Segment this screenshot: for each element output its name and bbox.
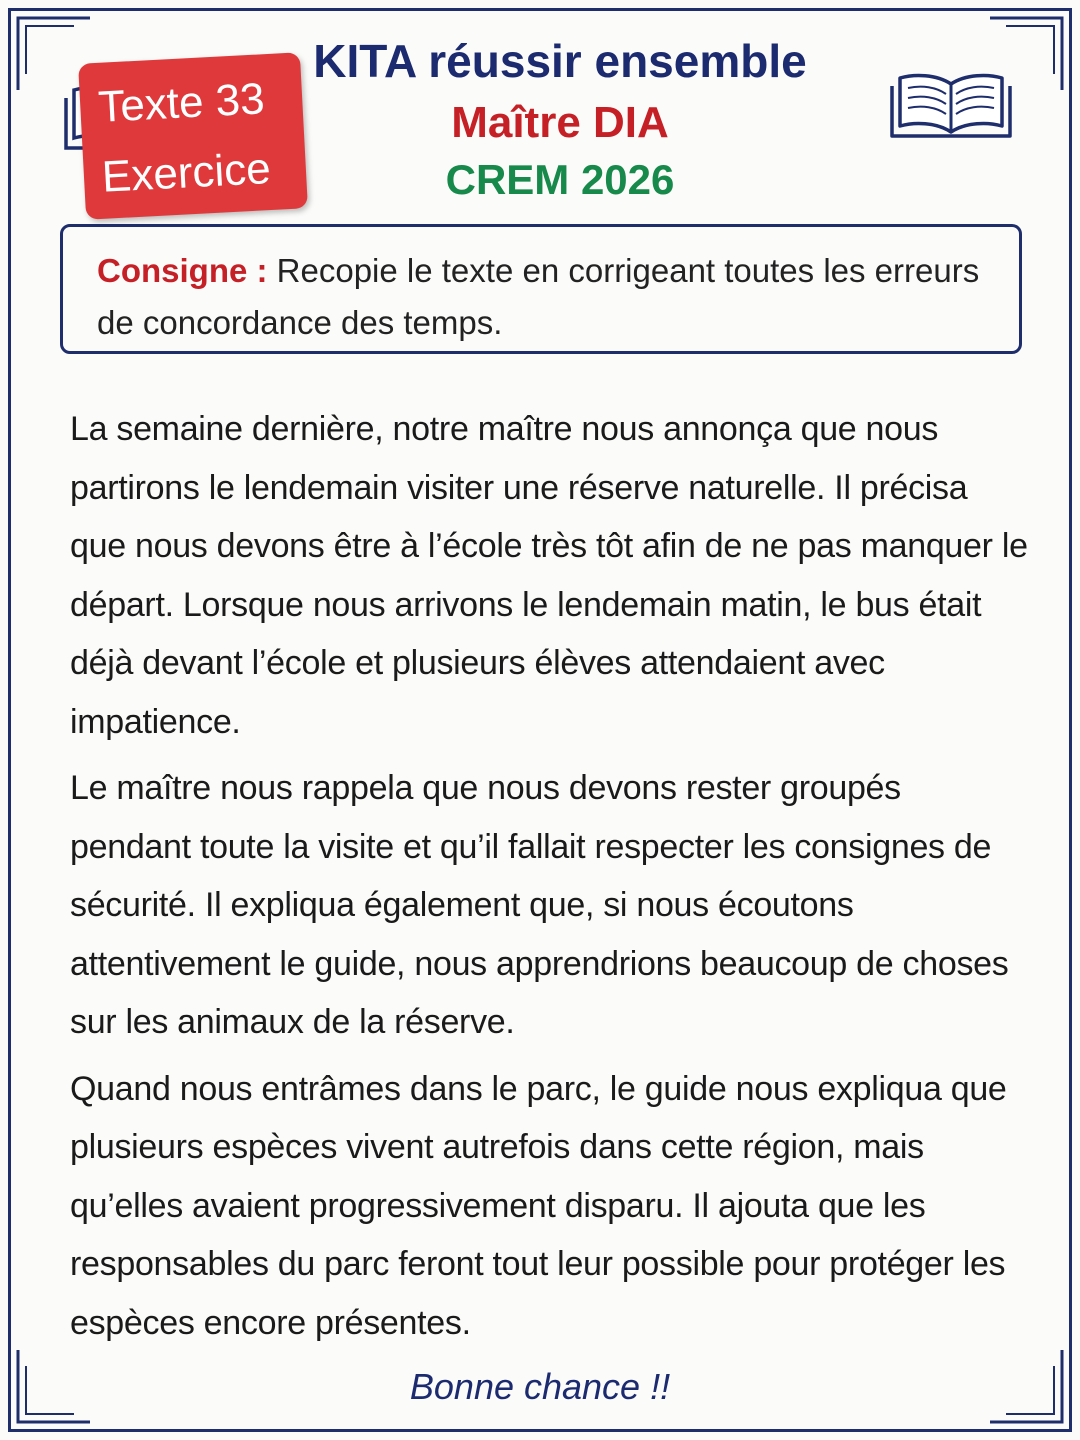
exercise-text	[70, 400, 1030, 1360]
instruction-text: Recopie le texte en corrigeant toutes les erreurs de concordance des temps.	[97, 252, 980, 341]
paragraph: Le maître nous rappela que nous devons rester groupés pendant toute la visite et qu’il fallait respecter les consignes de sécurité. Il expliqua également que, si nous écoutons attentivement le guide, nous apprendrions beaucoup de choses sur les animaux de la réserve.	[70, 769, 1009, 1041]
instruction-box	[60, 224, 1022, 354]
footer-message: Bonne chance !!	[409, 1366, 671, 1407]
paragraph: La semaine dernière, notre maître nous annonça que nous partirons le lendemain visiter une réserve naturelle. Il précisa que nous devons être à l’école très tôt afin de ne pas manquer le départ. Lorsque nous arrivons le lendemain matin, le bus était déjà devant l’école et plusieurs élèves attendaient avec impatience.	[70, 410, 1028, 741]
teacher-name: Maître DIA	[451, 98, 669, 147]
book-icon	[888, 70, 1014, 140]
badge-text-number: Texte 33	[97, 74, 266, 132]
instruction-label: Consigne :	[97, 252, 268, 289]
exercise-badge	[78, 52, 308, 219]
page-title: KITA réussir ensemble	[313, 35, 807, 87]
exam-label: CREM 2026	[445, 156, 675, 203]
badge-text-type: Exercice	[100, 144, 272, 202]
paragraph: Quand nous entrâmes dans le parc, le guide nous expliqua que plusieurs espèces vivent autrefois dans cette région, mais qu’elles avaient progressivement disparu. Il ajouta que les responsables du parc feront tout leur possible pour protéger les espèces encore présentes.	[70, 1069, 1007, 1342]
